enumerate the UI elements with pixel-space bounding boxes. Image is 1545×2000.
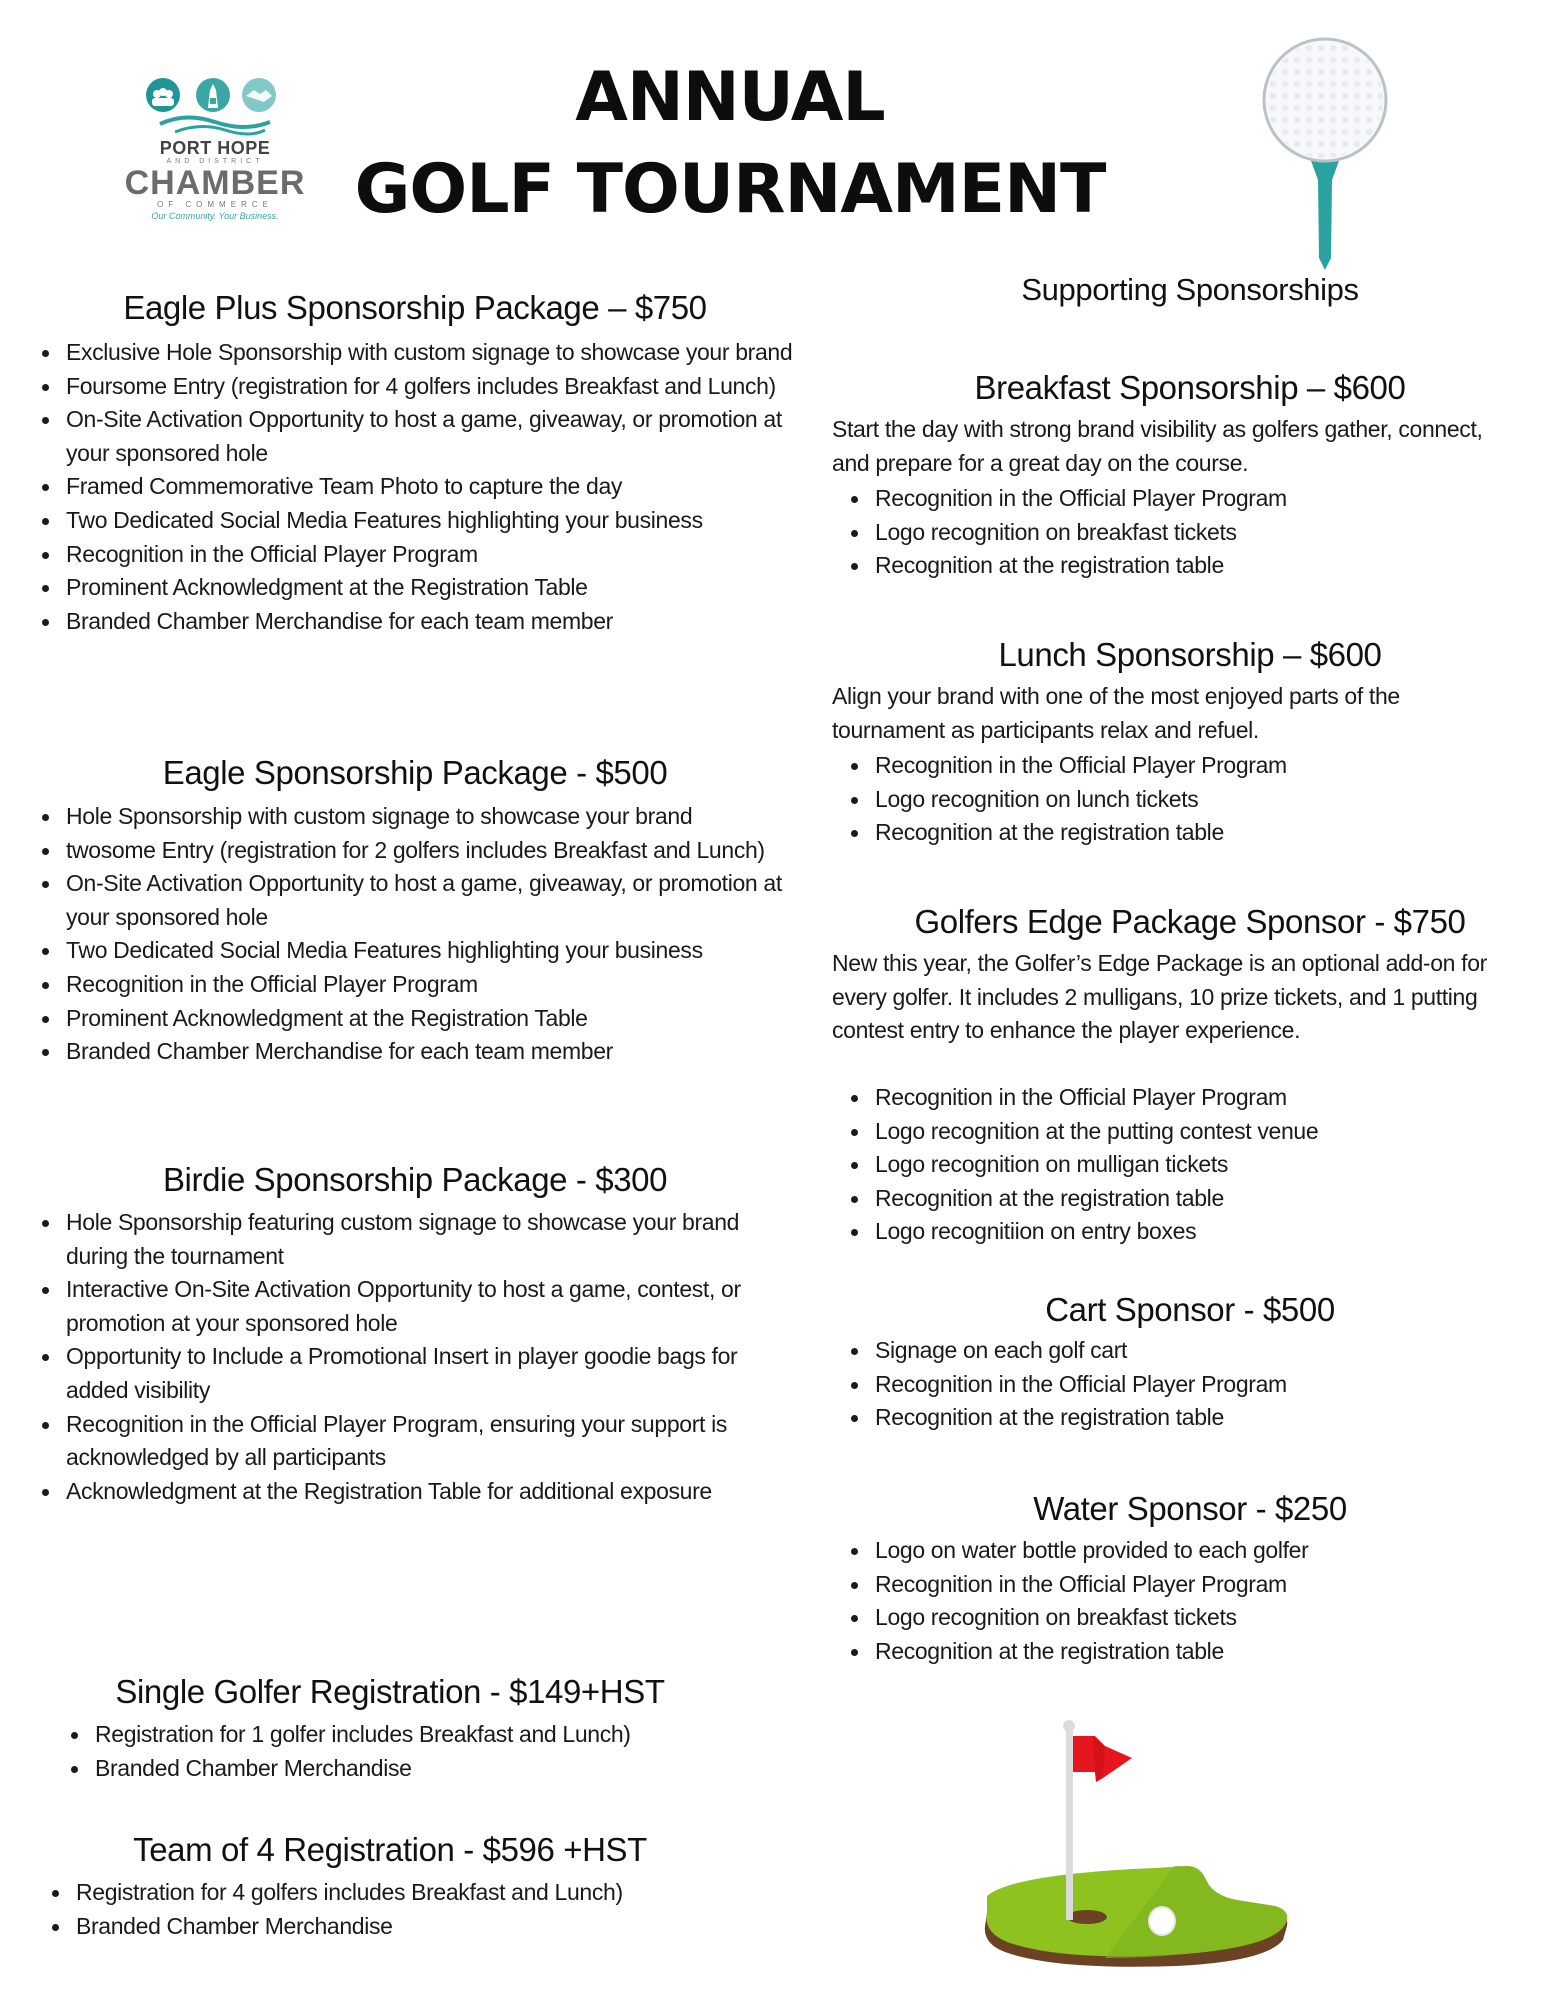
- list-item: [875, 1148, 1515, 1182]
- list-item-text: Logo recognition on breakfast tickets: [875, 518, 1237, 545]
- list-item: [66, 1273, 766, 1340]
- list-item: [875, 1534, 1515, 1568]
- bullet-icon: [71, 1732, 78, 1739]
- ball-icon: [1149, 1907, 1175, 1935]
- list-item: [875, 1115, 1515, 1149]
- lunch-heading: Lunch Sponsorship – $600: [998, 636, 1382, 673]
- logo-text-block: [112, 138, 318, 222]
- single-golfer-list: [95, 1718, 795, 1785]
- list-item-text: Recognition in the Official Player Program: [66, 970, 478, 997]
- bullet-icon: [851, 563, 858, 570]
- eagle-plus-heading: Eagle Plus Sponsorship Package – $750: [123, 289, 707, 326]
- list-item-text: On-Site Activation Opportunity to host a game, giveaway, or promotion at your sponsored hole: [66, 870, 782, 930]
- list-item: [66, 370, 806, 404]
- wave-icon: [160, 117, 270, 127]
- flag-pole-icon: [1066, 1724, 1073, 1920]
- list-item: [875, 1334, 1515, 1368]
- list-item-text: Recognition in the Official Player Program: [875, 1370, 1287, 1397]
- bullet-icon: [851, 763, 858, 770]
- bullet-icon: [42, 1489, 49, 1496]
- bullet-icon: [851, 1348, 858, 1355]
- list-item-text: Recognition at the registration table: [875, 1184, 1224, 1211]
- breakfast-heading: Breakfast Sponsorship – $600: [974, 369, 1406, 406]
- list-item: [66, 1475, 766, 1509]
- list-item-text: Signage on each golf cart: [875, 1337, 1128, 1363]
- eagle-list: [66, 800, 806, 1069]
- list-item-text: Recognition in the Official Player Program: [66, 540, 478, 567]
- eagle-heading: Eagle Sponsorship Package - $500: [162, 754, 668, 791]
- list-item-text: Two Dedicated Social Media Features highlighting your business: [66, 506, 703, 533]
- list-item-text: Logo recognition on mulligan tickets: [875, 1151, 1229, 1178]
- bullet-icon: [851, 797, 858, 804]
- list-item: [66, 800, 806, 834]
- list-item: [66, 1035, 806, 1069]
- list-item: [66, 968, 806, 1002]
- list-item: [875, 1401, 1515, 1435]
- list-item: [66, 504, 806, 538]
- list-item-text: Hole Sponsorship with custom signage to showcase your brand: [66, 803, 693, 829]
- list-item-text: twosome Entry (registration for 2 golfers includes Breakfast and Lunch): [66, 836, 765, 863]
- list-item-text: Recognition in the Official Player Program: [875, 485, 1287, 512]
- bullet-icon: [851, 496, 858, 503]
- list-item: [76, 1876, 776, 1910]
- bullet-icon: [851, 1615, 858, 1622]
- list-item: [66, 1408, 766, 1475]
- list-item: [875, 749, 1515, 783]
- list-item: [875, 516, 1515, 550]
- list-item-text: Recognition at the registration table: [875, 1637, 1224, 1664]
- supporting-sponsorships-title: Supporting Sponsorships: [1021, 272, 1359, 307]
- logo-icons: [140, 72, 290, 136]
- list-item: [76, 1910, 776, 1944]
- bullet-icon: [42, 585, 49, 592]
- bullet-icon: [42, 384, 49, 391]
- list-item: [66, 403, 806, 470]
- bullet-icon: [52, 1890, 59, 1897]
- water-list: [875, 1534, 1515, 1668]
- list-item-text: Logo recognition on lunch tickets: [875, 785, 1199, 812]
- team-registration-list: [76, 1876, 776, 1943]
- bullet-icon: [42, 1354, 49, 1361]
- logo-tagline: Our Community. Your Business.: [151, 211, 279, 221]
- list-item: [66, 1340, 766, 1407]
- logo-and-district: AND DISTRICT: [166, 158, 264, 165]
- bullet-icon: [851, 830, 858, 837]
- golfers-edge-description: New this year, the Golfer’s Edge Package is an optional add-on for every golfer. It includes 2 mulligans, 10 prize tickets, and 1 putting contest entry to enhance the player experience.: [832, 950, 1487, 1044]
- breakfast-description: Start the day with strong brand visibility as golfers gather, connect, and prepare for a great day on the course.: [832, 416, 1483, 476]
- list-item: [66, 336, 806, 370]
- list-item: [875, 1568, 1515, 1602]
- list-item-text: Branded Chamber Merchandise: [76, 1912, 393, 1939]
- list-item: [875, 482, 1515, 516]
- page-title-line1: ANNUAL: [575, 58, 885, 137]
- list-item: [66, 867, 806, 934]
- list-item-text: Foursome Entry (registration for 4 golfers includes Breakfast and Lunch): [66, 372, 776, 399]
- cart-heading: Cart Sponsor - $500: [1045, 1291, 1335, 1328]
- logo-chamber: CHAMBER: [124, 164, 306, 202]
- list-item-text: Logo recognition at the putting contest venue: [875, 1117, 1319, 1144]
- page-title-line2: GOLF TOURNAMENT: [354, 150, 1106, 229]
- list-item: [875, 783, 1515, 817]
- bullet-icon: [42, 417, 49, 424]
- list-item-text: Branded Chamber Merchandise for each team member: [66, 607, 613, 634]
- list-item: [875, 1635, 1515, 1669]
- team-registration-heading: Team of 4 Registration - $596 +HST: [133, 1831, 647, 1868]
- logo-port-hope: PORT HOPE: [159, 138, 271, 158]
- list-item-text: Framed Commemorative Team Photo to capture the day: [66, 473, 623, 500]
- bullet-icon: [42, 881, 49, 888]
- bullet-icon: [851, 1095, 858, 1102]
- list-item: [875, 549, 1515, 583]
- bullet-icon: [851, 1548, 858, 1555]
- list-item-text: Recognition in the Official Player Program: [875, 1570, 1287, 1597]
- water-heading: Water Sponsor - $250: [1033, 1490, 1347, 1527]
- bullet-icon: [42, 552, 49, 559]
- list-item-text: Branded Chamber Merchandise: [95, 1754, 412, 1781]
- list-item: [95, 1752, 795, 1786]
- list-item-text: Recognition in the Official Player Program: [875, 1084, 1287, 1110]
- list-item: [66, 1206, 766, 1273]
- bullet-icon: [42, 350, 49, 357]
- bullet-icon: [851, 1162, 858, 1169]
- bullet-icon: [42, 484, 49, 491]
- bullet-icon: [851, 1196, 858, 1203]
- bullet-icon: [42, 1220, 49, 1227]
- bullet-icon: [42, 814, 49, 821]
- list-item-text: Opportunity to Include a Promotional Insert in player goodie bags for added visibility: [66, 1343, 738, 1403]
- list-item-text: Registration for 1 golfer includes Breakfast and Lunch): [95, 1721, 631, 1747]
- list-item: [66, 605, 806, 639]
- list-item-text: Prominent Acknowledgment at the Registration Table: [66, 574, 588, 601]
- bullet-icon: [42, 619, 49, 626]
- bullet-icon: [851, 1229, 858, 1236]
- bullet-icon: [851, 1129, 858, 1136]
- list-item-text: Recognition at the registration table: [875, 1404, 1224, 1431]
- birdie-heading: Birdie Sponsorship Package - $300: [162, 1161, 668, 1198]
- eagle-plus-list: [66, 336, 806, 638]
- list-item: [66, 1002, 806, 1036]
- golfers-edge-list: [875, 1081, 1515, 1249]
- list-item: [875, 816, 1515, 850]
- list-item: [875, 1601, 1515, 1635]
- bullet-icon: [851, 1649, 858, 1656]
- list-item-text: On-Site Activation Opportunity to host a game, giveaway, or promotion at your sponsored hole: [66, 406, 782, 466]
- lunch-list: [875, 749, 1515, 850]
- list-item-text: Branded Chamber Merchandise for each team member: [66, 1038, 613, 1065]
- bullet-icon: [42, 982, 49, 989]
- golf-ball-tee-icon: [1255, 30, 1395, 275]
- list-item-text: Exclusive Hole Sponsorship with custom signage to showcase your brand: [66, 339, 793, 365]
- list-item-text: Recognition in the Official Player Program, ensuring your support is acknowledged by all participants: [66, 1410, 728, 1471]
- list-item-text: Recognition in the Official Player Program: [875, 752, 1287, 779]
- bullet-icon: [851, 530, 858, 537]
- logo-of-commerce: OF COMMERCE: [157, 200, 273, 209]
- bullet-icon: [851, 1415, 858, 1422]
- single-golfer-heading: Single Golfer Registration - $149+HST: [115, 1673, 665, 1710]
- bullet-icon: [42, 1422, 49, 1429]
- list-item: [66, 538, 806, 572]
- list-item-text: Logo recognition on breakfast tickets: [875, 1604, 1237, 1631]
- list-item-text: Registration for 4 golfers includes Breakfast and Lunch): [76, 1879, 623, 1905]
- breakfast-list: [875, 482, 1515, 583]
- bullet-icon: [42, 1049, 49, 1056]
- bullet-icon: [52, 1924, 59, 1931]
- bullet-icon: [71, 1766, 78, 1773]
- bullet-icon: [42, 948, 49, 955]
- list-item: [875, 1182, 1515, 1216]
- list-item: [66, 834, 806, 868]
- list-item-text: Recognition at the registration table: [875, 552, 1224, 579]
- lunch-description: Align your brand with one of the most enjoyed parts of the tournament as participants relax and refuel.: [832, 683, 1400, 743]
- list-item: [95, 1718, 795, 1752]
- list-item: [875, 1081, 1515, 1115]
- list-item-text: Recognition at the registration table: [875, 819, 1224, 846]
- golfers-edge-heading: Golfers Edge Package Sponsor - $750: [914, 903, 1466, 940]
- list-item: [66, 934, 806, 968]
- list-item-text: Two Dedicated Social Media Features highlighting your business: [66, 937, 703, 964]
- bullet-icon: [42, 1287, 49, 1294]
- bullet-icon: [42, 848, 49, 855]
- cart-list: [875, 1334, 1515, 1435]
- list-item: [66, 470, 806, 504]
- list-item-text: Logo recognitiion on entry boxes: [875, 1218, 1197, 1245]
- list-item-text: Prominent Acknowledgment at the Registration Table: [66, 1004, 588, 1031]
- list-item-text: Logo on water bottle provided to each golfer: [875, 1537, 1309, 1563]
- tee-icon: [1310, 158, 1340, 270]
- bullet-icon: [42, 1016, 49, 1023]
- birdie-list: [66, 1206, 766, 1508]
- list-item: [875, 1368, 1515, 1402]
- list-item: [875, 1215, 1515, 1249]
- bullet-icon: [851, 1582, 858, 1589]
- list-item-text: Acknowledgment at the Registration Table for additional exposure: [66, 1477, 712, 1504]
- bullet-icon: [851, 1382, 858, 1389]
- golf-flag-green-icon: [975, 1700, 1295, 1980]
- list-item: [66, 571, 806, 605]
- list-item-text: Interactive On-Site Activation Opportunity to host a game, contest, or promotion at your sponsored hole: [66, 1276, 741, 1336]
- bullet-icon: [42, 518, 49, 525]
- list-item-text: Hole Sponsorship featuring custom signage to showcase your brand during the tournament: [66, 1209, 740, 1269]
